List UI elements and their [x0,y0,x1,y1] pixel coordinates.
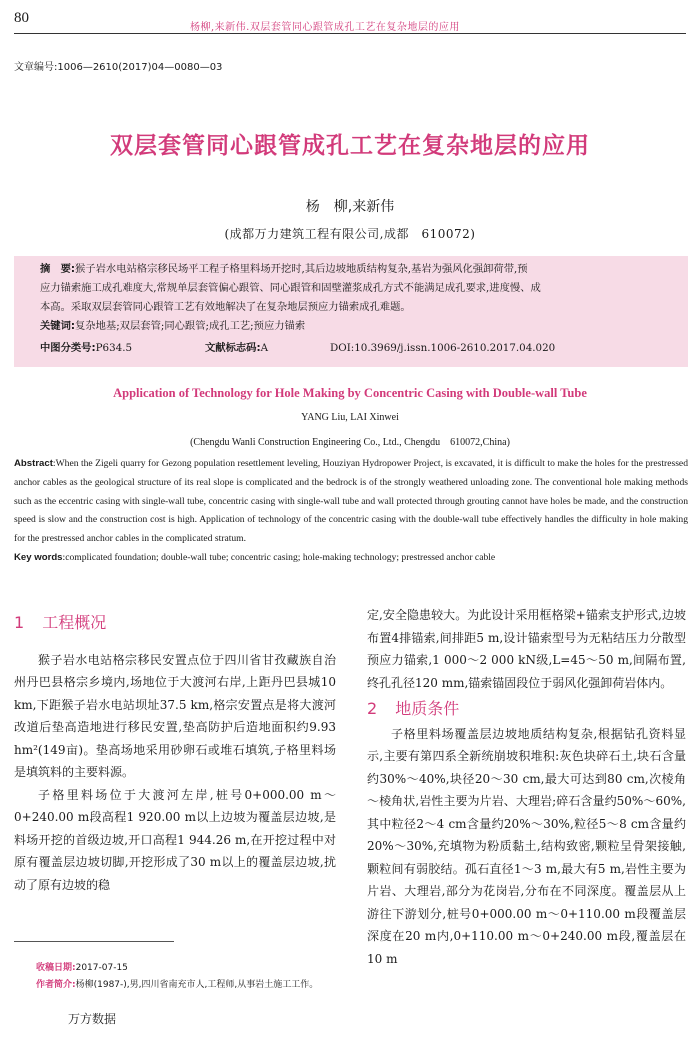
abstract-cn-line-3: 本高。采取双层套管同心跟管工艺有效地解决了在复杂地层预应力锚索成孔难题。 [40,301,411,313]
abstract-en-label: Abstract [14,458,53,469]
authors-cn: 杨 柳,来新伟 [305,199,395,215]
left-column [14,612,336,896]
section-1-paragraph-1: 猴子岩水电站格宗移民安置点位于四川省甘孜藏族自治州丹巴县格宗乡境内,场地位于大渡河右岸,上距丹巴县城10 km,下距猴子岩水电站坝址37.5 km,格宗安置点是将大渡河改道后垫高造地进行移民安置,垫高防护后造地面积约9.93 hm²(149亩)。垫高场地采用砂卵石或堆石填筑,子格里料场是填筑料的主要料源。 [14,652,336,779]
right-column [367,604,686,970]
received-date: 收稿日期:2017-07-15 [36,963,128,973]
affiliation-cn: (成都万力建筑工程有限公司,成都 610072) [224,227,476,241]
footnote [14,960,336,994]
author-bio: 作者简介:杨柳(1987-),男,四川省南充市人,工程师,从事岩土施工工作。 [36,980,319,990]
section-2-paragraph-1: 子格里料场覆盖层边坡地质结构复杂,根据钻孔资料显示,主要有第四系全新统崩坡积堆积:灰色块碎石土,块石含量约30%～40%,块径20～30 cm,最大可达到80 cm,次棱角～棱角状,岩性主要为片岩、大理岩;碎石含量约50%～60%,其中粒径2～4 cm含量约20%～30%,粒径5～8 cm含量约20%～30%,充填物为粉质黏土,结构致密,颗粒呈骨架接触,颗粒间有弱胶结。孤石直径1～3 m,最大有5 m,岩性主要为片岩、大理岩,部分为花岗岩,分布在不同深度。覆盖层从上游往下游划分,桩号0+000.00 m～0+110.00 m段覆盖层深度在20 m内,0+110.00 m～0+240.00 m段,覆盖层在10 m [367,726,686,966]
section-1-paragraph-2: 子格里料场位于大渡河左岸,桩号0+000.00 m～0+240.00 m段高程1 920.00 m以上边坡为覆盖层边坡,是料场开挖的首级边坡,开口高程1 944.26 m,在开挖过程中对原有覆盖层边坡切脚,开挖形成了30 m以上的覆盖层边坡,扰动了原有边坡的稳 [14,787,336,892]
classification-line: 中图分类号:P634.5 文献标志码:A DOI:10.3969/j.issn.1006-2610.2017.04.020 [40,342,556,354]
section-heading-2: 2 地质条件 [367,699,460,718]
section-1-paragraph-3: 定,安全隐患较大。为此设计采用框格梁+锚索支护形式,边坡布置4排锚索,间排距5 m,设计锚索型号为无粘结压力分散型预应力锚索,1 000～2 000 kN级,L=45～50 m,间隔布置,终孔孔径120 mm,锚索锚固段位于弱风化强卸荷岩体内。 [367,608,686,690]
abstract-cn-box [14,256,688,367]
abstract-cn-line-2: 应力锚索施工成孔难度大,常规单层套管偏心跟管、同心跟管和固壁灌浆成孔方式不能满足成孔要求,进度慢、成 [40,282,541,294]
keywords-en-label: Key words [14,551,63,563]
doc-code: A [260,342,269,354]
page-title: 双层套管同心跟管成孔工艺在复杂地层的应用 [110,133,590,159]
article-number: 文章编号:1006—2610(2017)04—0080—03 [14,62,223,73]
clc-code: P634.5 [95,342,133,354]
abstract-cn-label: 摘 要: [40,263,76,275]
affiliation-en: (Chengdu Wanli Construction Engineering Co., Ltd., Chengdu 610072,China) [190,437,510,448]
footnote-rule [14,941,174,942]
keywords-cn: 关键词:复杂地基;双层套管;同心跟管;成孔工艺;预应力锚索 [40,320,306,332]
section-heading-1: 1 工程概况 [14,613,107,632]
wanfang-watermark: 万方数据 [68,1012,117,1026]
running-head: 杨柳,来新伟.双层套管同心跟管成孔工艺在复杂地层的应用 [190,22,460,33]
abstract-en: Abstract:When the Zigeli quarry for Gezong population resettlement leveling, Houziyan Hydropower Project, is excavated, it is difficult to make the holes for the prestressed anchor cables as the geological structure of its real slope is complicated and the bedrock is of the strongly weathered unloading zone. The conventional hole making methods such as the eccentric casing with single-wall tube, concentric casing with single-wall tube and wall protected through grouting cannot have holes be made, and the construction speed is slow and the construction cost is high. Application of technology of the concentric casing with the double-wall tube effectively handles the difficulty in hole making for the prestressed anchor cables in the complicated stratum. Key words:complicated foundation; double-wall tube; concentric casing; hole-making technology; prestressed anchor cable [14,458,688,563]
title-en: Application of Technology for Hole Making by Concentric Casing with Double-wall Tube [113,386,587,400]
doi[interactable]: DOI:10.3969/j.issn.1006-2610.2017.04.020 [330,342,556,354]
authors-en: YANG Liu, LAI Xinwei [301,412,399,423]
header-rule [14,33,686,34]
page-number: 80 [14,10,29,26]
abstract-cn-line-1: 摘 要:猴子岩水电站格宗移民场平工程子格里料场开挖时,其后边坡地质结构复杂,基岩为强风化强卸荷带,预 [40,263,528,275]
keywords-en: :complicated foundation; double-wall tube; concentric casing; hole-making technology; prestressed anchor cable [62,551,496,563]
